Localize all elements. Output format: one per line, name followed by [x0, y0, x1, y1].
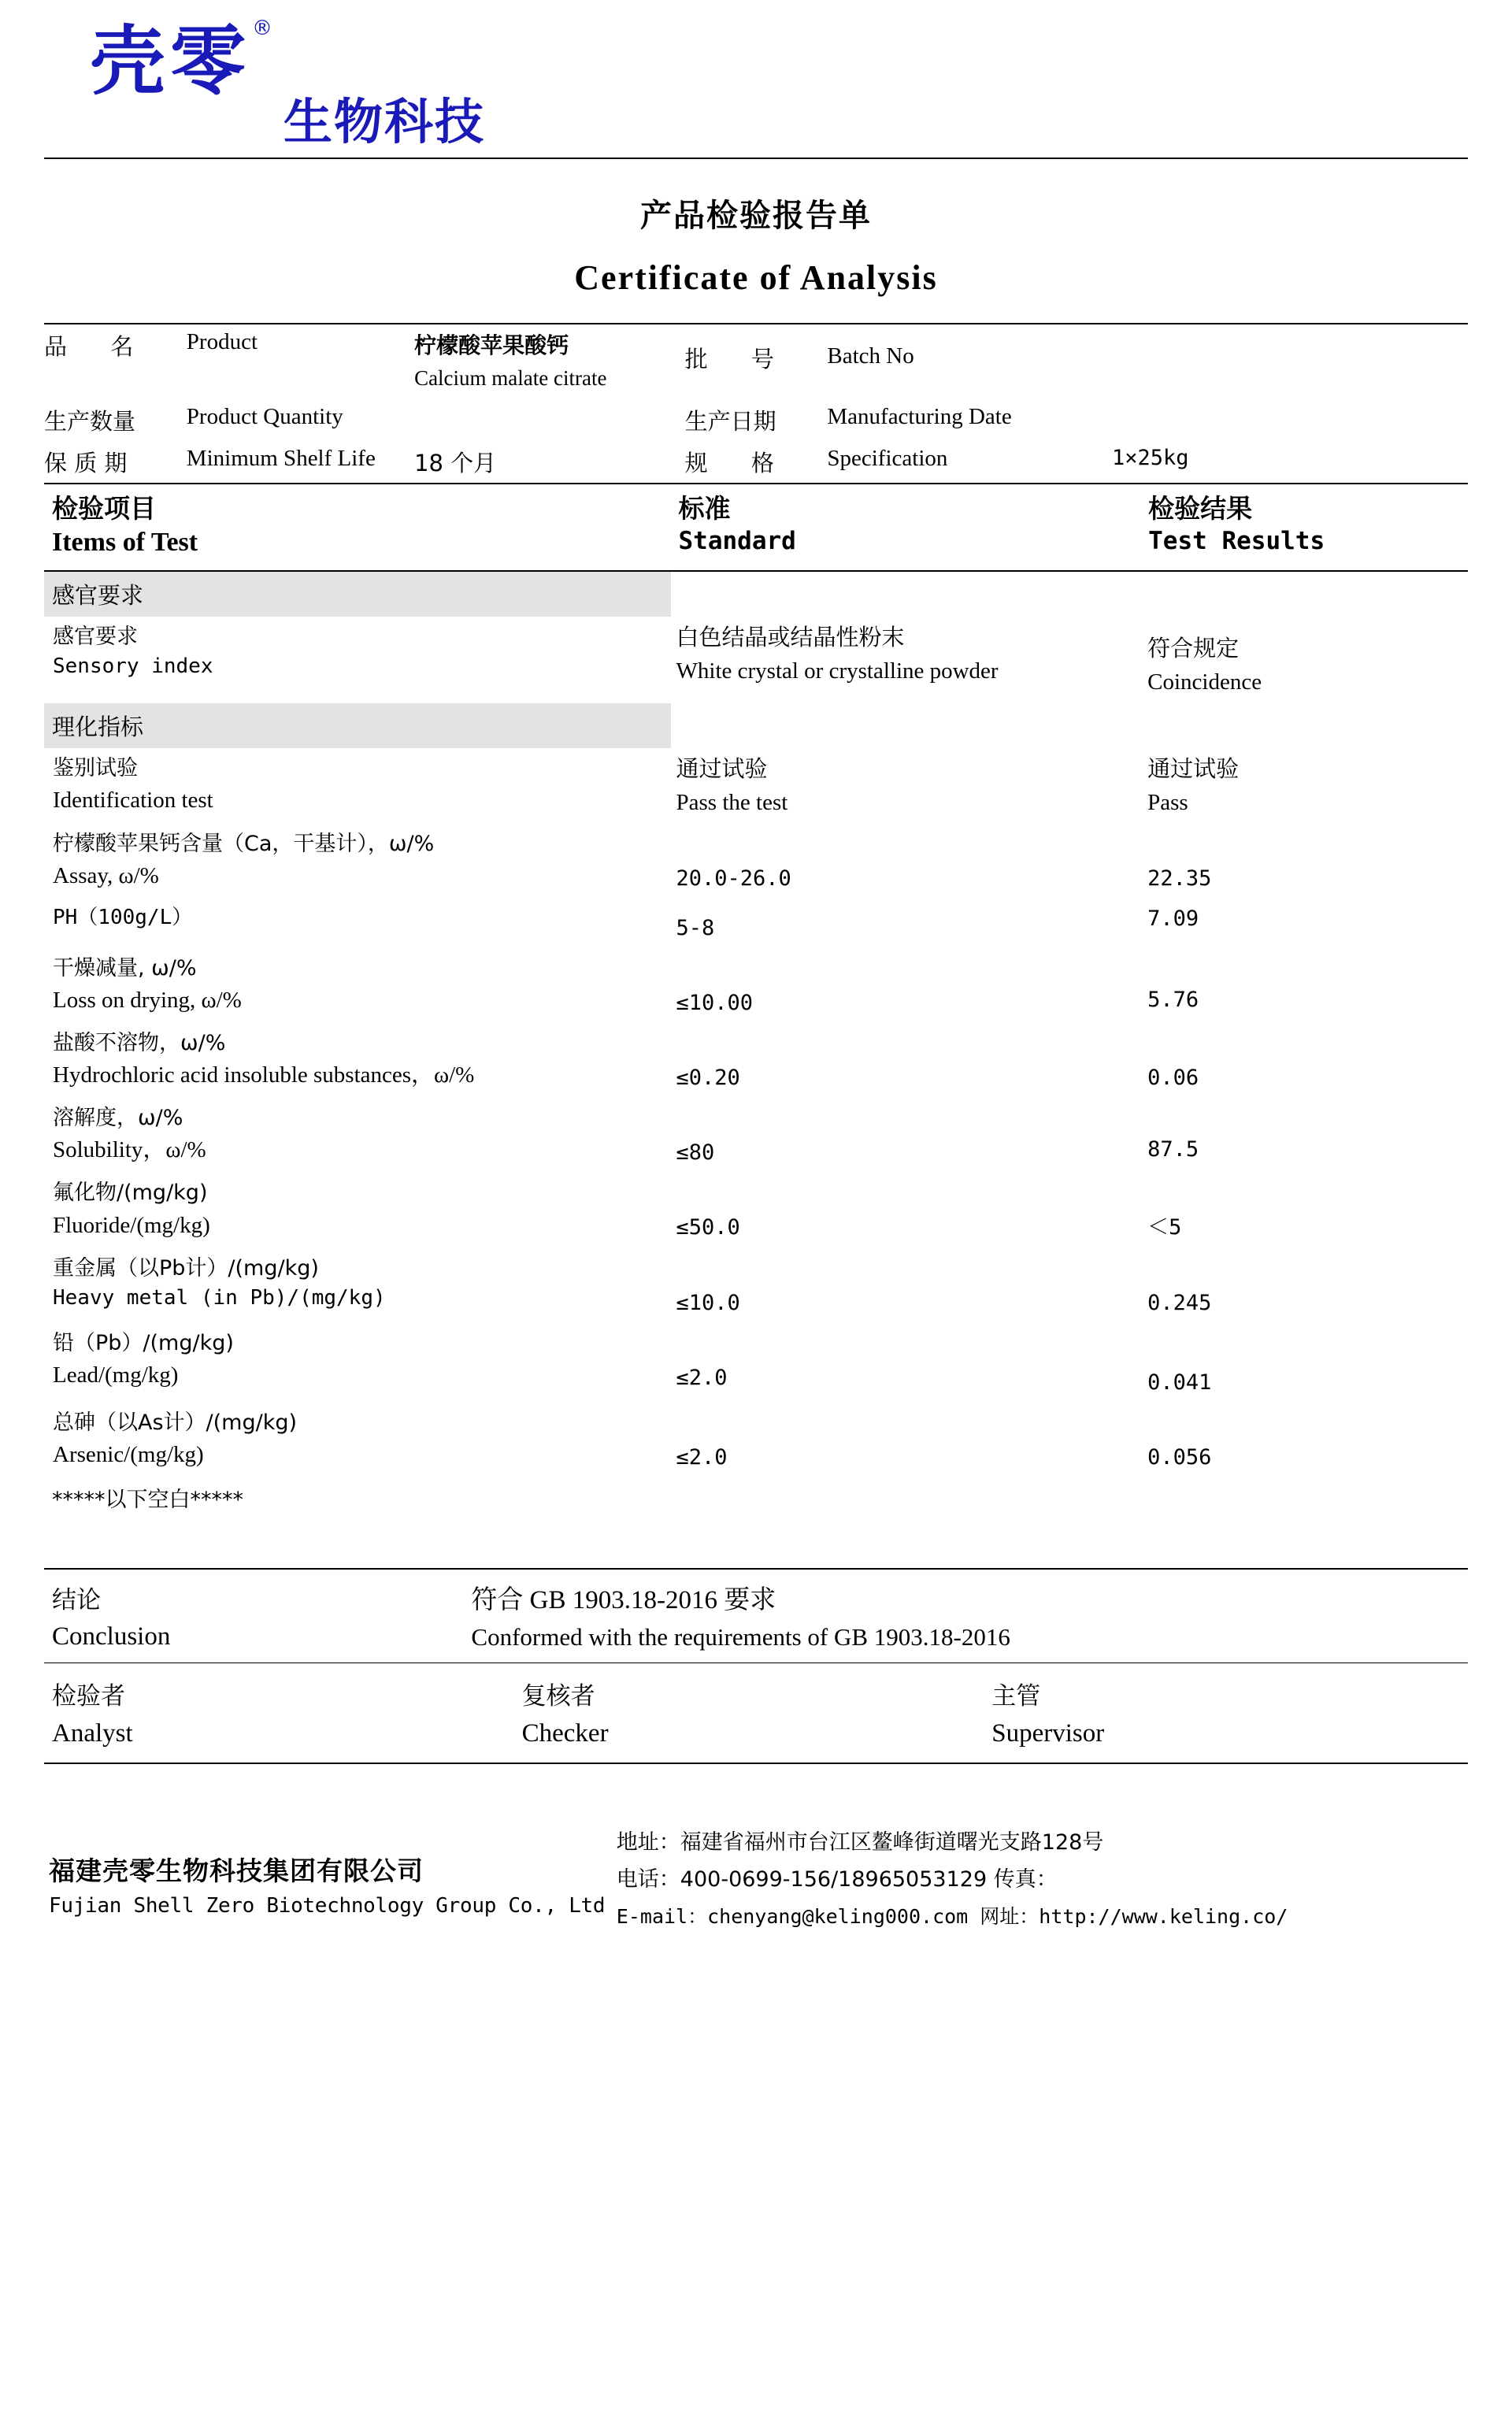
row-result-value: 0.056 — [1147, 1444, 1212, 1470]
row-standard-identification — [671, 748, 1141, 824]
row-item-cn: 感官要求 — [53, 624, 138, 649]
header-items-cn: 检验项目 — [52, 492, 156, 524]
row-standard-cn: 通过试验 — [676, 756, 768, 782]
row-item-cn: 铅（Pb）/(mg/kg) — [53, 1330, 234, 1355]
row-result-solubility — [1140, 1098, 1468, 1173]
conclusion-label-cn: 结论 — [52, 1586, 101, 1615]
row-standard-value: ≤80 — [676, 1140, 715, 1166]
row-standard-value: ≤2.0 — [676, 1365, 728, 1390]
row-standard-hcl-insoluble — [671, 1023, 1141, 1098]
row-item-hcl-insoluble — [44, 1023, 671, 1098]
product-value — [414, 324, 685, 399]
row-item-identification — [44, 748, 671, 824]
row-result-value: 0.245 — [1147, 1290, 1212, 1315]
row-item-en: Identification test — [53, 787, 213, 813]
row-result-lead — [1140, 1323, 1468, 1403]
row-result-cn: 通过试验 — [1147, 756, 1240, 782]
table-row — [44, 1023, 1468, 1098]
product-info-table — [44, 324, 1468, 483]
table-header-row — [44, 484, 1468, 570]
product-value-en: Calcium malate citrate — [414, 366, 607, 390]
supervisor-label-cn: 主管 — [991, 1682, 1041, 1711]
analyst-label-cn: 检验者 — [52, 1682, 125, 1711]
row-item-en: Fluoride/(mg/kg) — [53, 1212, 210, 1238]
conclusion-value-cn: 符合 GB 1903.18-2016 要求 — [471, 1586, 776, 1615]
row-standard-arsenic — [671, 1403, 1141, 1477]
table-row — [44, 824, 1468, 899]
table-row — [44, 1248, 1468, 1323]
blank-note-row — [44, 1477, 1468, 1568]
row-item-cn: 溶解度，ω/% — [53, 1106, 183, 1131]
header-standard-en: Standard — [678, 527, 796, 556]
logo-sub-text: 生物科技 — [284, 93, 486, 150]
table-row — [44, 748, 1468, 824]
row-item-sensory — [44, 617, 671, 703]
registered-trademark-icon: ® — [252, 17, 277, 40]
header-standard-cn: 标准 — [678, 492, 731, 524]
row-standard-value: ≤10.00 — [676, 991, 754, 1016]
row-item-cn: 重金属（以Pb计）/(mg/kg) — [53, 1255, 319, 1281]
table-row — [44, 899, 1468, 948]
row-item-en: Arsenic/(mg/kg) — [53, 1442, 204, 1468]
row-item-arsenic — [44, 1403, 671, 1477]
document-footer — [44, 1819, 1468, 1934]
table-row — [44, 1098, 1468, 1173]
footer-address: 地址：福建省福州市台江区鳌峰街道曙光支路128号 — [616, 1830, 1104, 1855]
footer-company-cn: 福建壳零生物科技集团有限公司 — [49, 1855, 424, 1887]
row-item-en: Heavy metal (in Pb)/(mg/kg) — [53, 1285, 386, 1310]
signature-row-cn — [44, 1663, 1468, 1716]
row-standard-value: 5-8 — [676, 915, 715, 940]
checker-label-cn: 复核者 — [521, 1682, 595, 1711]
quantity-label-cn: 生产数量 — [44, 407, 136, 435]
header-divider — [44, 158, 1468, 159]
table-row — [44, 1173, 1468, 1247]
section-band-physicochemical — [44, 703, 1468, 748]
row-result-sensory — [1140, 617, 1468, 703]
spec-value: 1×25kg — [1111, 445, 1189, 470]
row-standard-loss-on-drying — [671, 948, 1141, 1023]
row-item-loss-on-drying — [44, 948, 671, 1023]
product-value-cn: 柠檬酸苹果酸钙 — [414, 332, 569, 358]
row-result-hcl-insoluble — [1140, 1023, 1468, 1098]
product-label-en: Product — [186, 329, 258, 354]
row-item-assay — [44, 824, 671, 899]
analyst-label-en: Analyst — [52, 1719, 133, 1748]
row-standard-cn: 白色结晶或结晶性粉末 — [676, 625, 905, 651]
shelf-label-cn: 保 质 期 — [44, 449, 128, 476]
row-standard-assay — [671, 824, 1141, 899]
row-standard-value: ≤50.0 — [676, 1215, 740, 1240]
section-band-physicochemical-label: 理化指标 — [44, 703, 671, 748]
row-standard-en: Pass the test — [676, 789, 788, 815]
row-result-heavy-metal — [1140, 1248, 1468, 1323]
footer-contact — [617, 1819, 1468, 1934]
row-standard-solubility — [671, 1098, 1141, 1173]
row-result-value: 22.35 — [1147, 866, 1212, 891]
row-result-value: 7.09 — [1147, 906, 1199, 931]
logo-characters: 壳零 — [90, 17, 250, 106]
row-item-cn: 干燥减量, ω/% — [53, 956, 197, 981]
batch-value — [1112, 324, 1468, 399]
row-item-en: Loss on drying, ω/% — [53, 988, 242, 1014]
logo-main-text — [90, 17, 277, 106]
row-result-cn: 符合规定 — [1147, 636, 1240, 662]
row-item-en: Lead/(mg/kg) — [53, 1362, 179, 1388]
row-item-heavy-metal — [44, 1248, 671, 1323]
row-standard-value: ≤2.0 — [676, 1444, 728, 1470]
row-standard-en: White crystal or crystalline powder — [676, 658, 999, 684]
row-standard-value: 20.0-26.0 — [676, 866, 791, 891]
row-item-cn: 氟化物/(mg/kg) — [53, 1181, 208, 1206]
info-row-shelf — [44, 441, 1468, 483]
row-result-en: Coincidence — [1147, 669, 1262, 695]
row-item-en: Solubility，ω/% — [53, 1137, 206, 1163]
row-item-cn: 鉴别试验 — [53, 755, 138, 780]
row-standard-fluoride — [671, 1173, 1141, 1247]
header-results — [1140, 484, 1468, 570]
row-item-cn: 盐酸不溶物，ω/% — [53, 1031, 226, 1056]
mfg-date-label-cn: 生产日期 — [684, 407, 776, 435]
row-result-arsenic — [1140, 1403, 1468, 1477]
row-result-value: 0.06 — [1147, 1066, 1199, 1091]
row-item-fluoride — [44, 1173, 671, 1247]
footer-company — [44, 1819, 617, 1918]
footer-email-website: E-mail：chenyang@keling000.com 网址：http://www.keling.co/ — [616, 1904, 1288, 1928]
row-item-ph — [44, 899, 671, 948]
info-row-product — [44, 324, 1468, 399]
row-standard-ph — [671, 899, 1141, 948]
table-row — [44, 948, 1468, 1023]
row-item-lead — [44, 1323, 671, 1403]
row-result-value: 87.5 — [1147, 1137, 1199, 1162]
mfg-date-label-en: Manufacturing Date — [827, 403, 1012, 429]
row-result-ph — [1140, 899, 1468, 948]
spec-label-en: Specification — [827, 445, 948, 471]
test-results-table — [44, 484, 1468, 1569]
batch-label-cn: 批 号 — [684, 346, 774, 373]
row-result-en: Pass — [1147, 789, 1188, 815]
company-logo — [44, 0, 1468, 158]
section-band-sensory — [44, 572, 1468, 617]
row-result-fluoride — [1140, 1173, 1468, 1247]
spec-label-cn: 规 格 — [684, 449, 774, 476]
conclusion-row-cn — [44, 1570, 1468, 1619]
conclusion-row-en — [44, 1619, 1468, 1663]
row-result-identification — [1140, 748, 1468, 824]
row-standard-sensory — [671, 617, 1141, 703]
table-row — [44, 1403, 1468, 1477]
row-result-assay — [1140, 824, 1468, 899]
row-item-cn: 柠檬酸苹果钙含量（Ca，干基计），ω/% — [53, 831, 435, 856]
row-item-en: Assay, ω/% — [53, 862, 159, 888]
header-results-cn: 检验结果 — [1148, 492, 1253, 524]
checker-label-en: Checker — [521, 1719, 609, 1748]
section-band-sensory-label: 感官要求 — [44, 572, 671, 617]
info-row-quantity — [44, 399, 1468, 441]
conclusion-value-en: Conformed with the requirements of GB 1903.18-2016 — [471, 1622, 1010, 1651]
supervisor-label-en: Supervisor — [991, 1719, 1105, 1748]
footer-company-en: Fujian Shell Zero Biotechnology Group Co., Ltd — [49, 1894, 606, 1918]
quantity-value — [414, 399, 685, 441]
shelf-label-en: Minimum Shelf Life — [186, 445, 376, 471]
row-standard-value: ≤10.0 — [676, 1290, 740, 1315]
page-title-en: Certificate of Analysis — [574, 258, 938, 297]
row-standard-heavy-metal — [671, 1248, 1141, 1323]
conclusion-label-en: Conclusion — [52, 1622, 171, 1651]
row-item-en: Hydrochloric acid insoluble substances，ω/% — [53, 1062, 475, 1088]
row-standard-value: ≤0.20 — [676, 1066, 740, 1091]
row-item-cn: 总砷（以As计）/(mg/kg) — [53, 1410, 298, 1435]
conclusion-block — [44, 1570, 1468, 1663]
page-title-cn: 产品检验报告单 — [640, 198, 872, 234]
blank-note: *****以下空白***** — [52, 1488, 243, 1513]
signature-block — [44, 1663, 1468, 1763]
row-item-en: Sensory index — [53, 654, 213, 678]
header-items — [44, 484, 671, 570]
footer-phone: 电话：400-0699-156/18965053129 传真： — [616, 1867, 1058, 1892]
row-result-value: ＜5 — [1147, 1215, 1182, 1240]
header-items-en: Items of Test — [52, 528, 198, 558]
row-standard-lead — [671, 1323, 1141, 1403]
footer-divider — [44, 1763, 1468, 1764]
quantity-label-en: Product Quantity — [186, 403, 343, 429]
row-item-cn: PH（100g/L） — [53, 905, 193, 929]
table-row — [44, 617, 1468, 703]
row-result-value: 5.76 — [1147, 988, 1199, 1013]
table-row — [44, 1323, 1468, 1403]
batch-label-en: Batch No — [827, 343, 914, 369]
row-result-value: 0.041 — [1147, 1370, 1212, 1395]
row-item-solubility — [44, 1098, 671, 1173]
row-result-loss-on-drying — [1140, 948, 1468, 1023]
header-results-en: Test Results — [1148, 527, 1325, 556]
product-label-cn: 品 名 — [44, 333, 134, 360]
shelf-value: 18 个月 — [414, 449, 497, 476]
header-standard — [671, 484, 1141, 570]
mfg-date-value — [1112, 399, 1468, 441]
signature-row-en — [44, 1716, 1468, 1763]
